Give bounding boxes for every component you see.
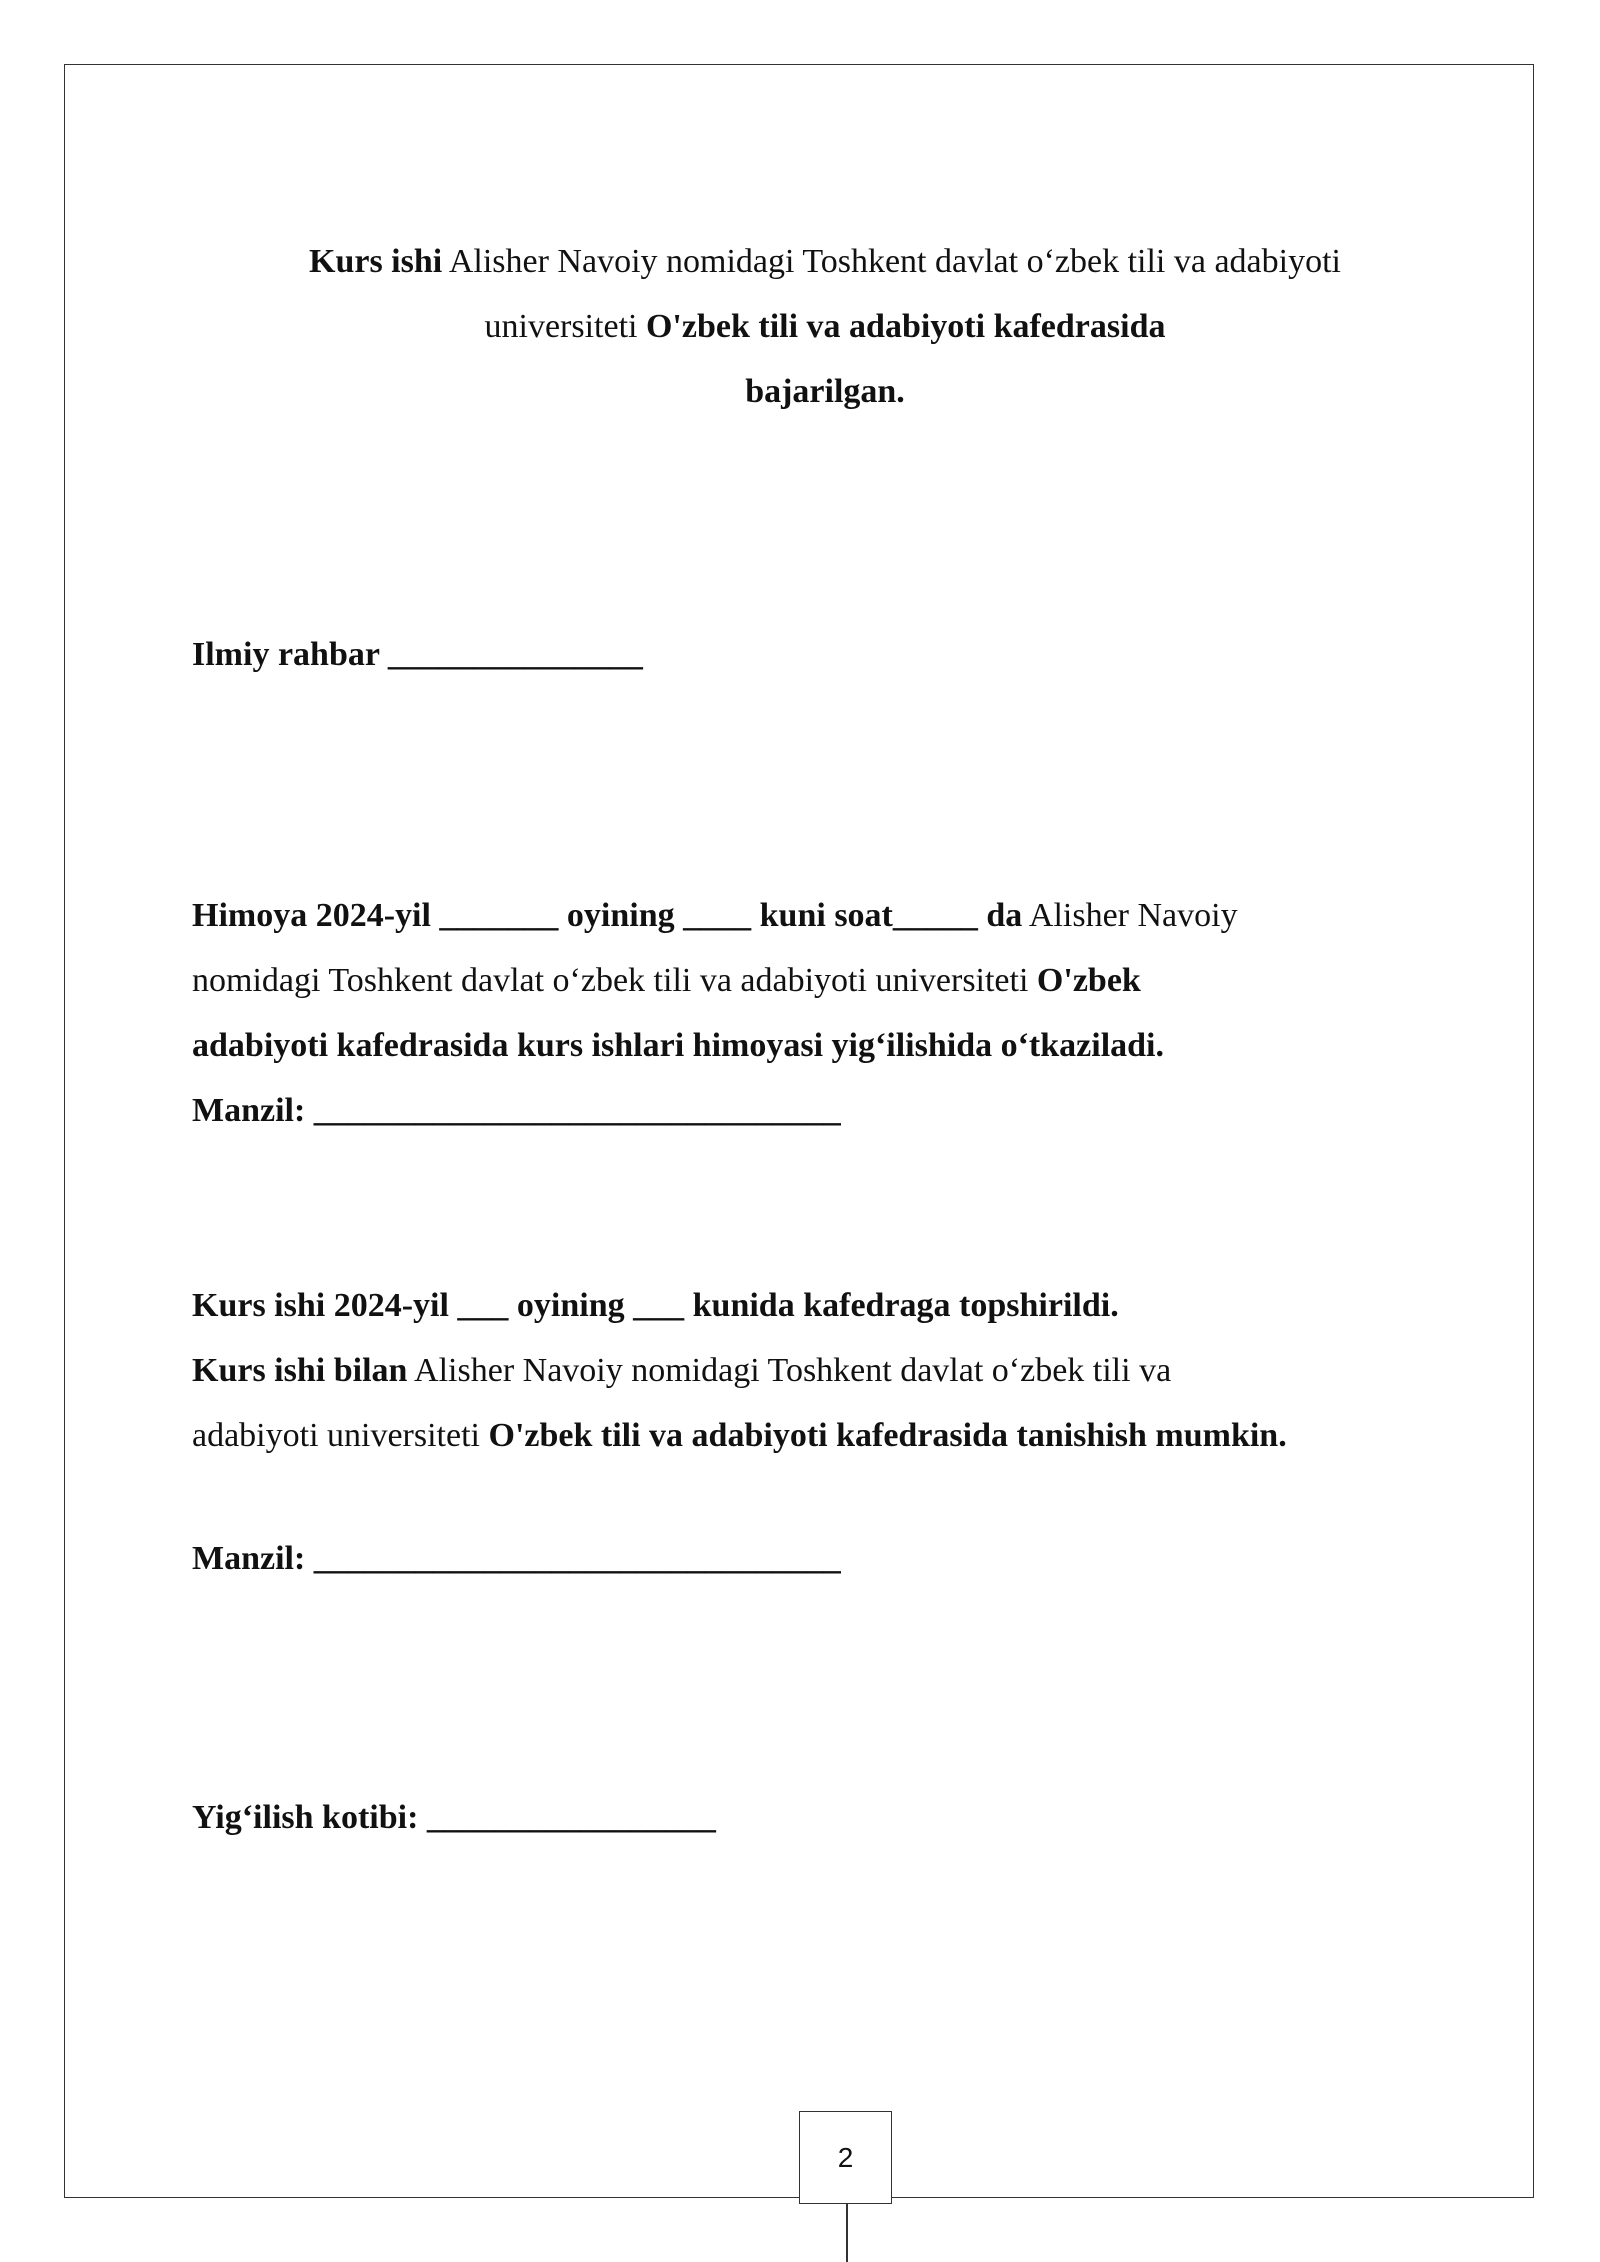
page-number: 2 <box>837 2141 854 2173</box>
header-paragraph <box>190 229 1460 424</box>
defense-address-text: Manzil: _______________________________ <box>192 1092 841 1129</box>
submission-address-line <box>192 1526 1472 1591</box>
header-line-2-bold: O'zbek tili va adabiyoti kafedrasida <box>645 308 1166 345</box>
header-line-1-rest: Alisher Navoiy nomidagi Toshkent davlat o‘zbek tili va adabiyoti <box>442 243 1341 280</box>
header-line-2 <box>190 294 1460 359</box>
defense-line-2 <box>192 948 1472 1013</box>
supervisor-line <box>192 622 1472 687</box>
submission-line-1-bold: Kurs ishi 2024-yil ___ oyining ___ kunida kafedraga topshirildi. <box>192 1287 1119 1324</box>
submission-line-2-rest: Alisher Navoiy nomidagi Toshkent davlat o‘zbek tili va <box>407 1352 1172 1389</box>
defense-line-2-plain: nomidagi Toshkent davlat o‘zbek tili va adabiyoti universiteti <box>192 962 1037 999</box>
header-line-2-plain: universiteti <box>484 308 646 345</box>
supervisor-text: Ilmiy rahbar _______________ <box>192 636 643 673</box>
submission-line-1 <box>192 1273 1472 1338</box>
submission-line-3-bold: O'zbek tili va adabiyoti kafedrasida tanishish mumkin. <box>488 1417 1287 1454</box>
page-number-stem <box>846 2204 848 2262</box>
defense-line-2-bold: O'zbek <box>1036 962 1141 999</box>
submission-line-2-bold: Kurs ishi bilan <box>192 1352 408 1389</box>
defense-line-3-bold: adabiyoti kafedrasida kurs ishlari himoyasi yig‘ilishida o‘tkaziladi. <box>192 1027 1165 1064</box>
header-line-1 <box>190 229 1460 294</box>
secretary-text: Yig‘ilish kotibi: _________________ <box>192 1799 716 1836</box>
defense-line-1-rest: Alisher Navoiy <box>1022 897 1238 934</box>
header-line-3 <box>190 359 1460 424</box>
header-line-1-bold: Kurs ishi <box>309 243 443 280</box>
defense-paragraph <box>192 883 1472 1143</box>
defense-line-1 <box>192 883 1472 948</box>
header-line-3-bold: bajarilgan. <box>745 373 905 410</box>
page-number-box <box>799 2111 892 2204</box>
submission-address-text: Manzil: _______________________________ <box>192 1540 841 1577</box>
submission-paragraph <box>192 1273 1472 1468</box>
defense-address-line <box>192 1078 1472 1143</box>
submission-line-3-plain: adabiyoti universiteti <box>192 1417 489 1454</box>
submission-line-3 <box>192 1403 1472 1468</box>
defense-line-1-bold: Himoya 2024-yil _______ oyining ____ kuni soat_____ da <box>192 897 1023 934</box>
secretary-line <box>192 1785 1472 1850</box>
submission-line-2 <box>192 1338 1472 1403</box>
defense-line-3 <box>192 1013 1472 1078</box>
